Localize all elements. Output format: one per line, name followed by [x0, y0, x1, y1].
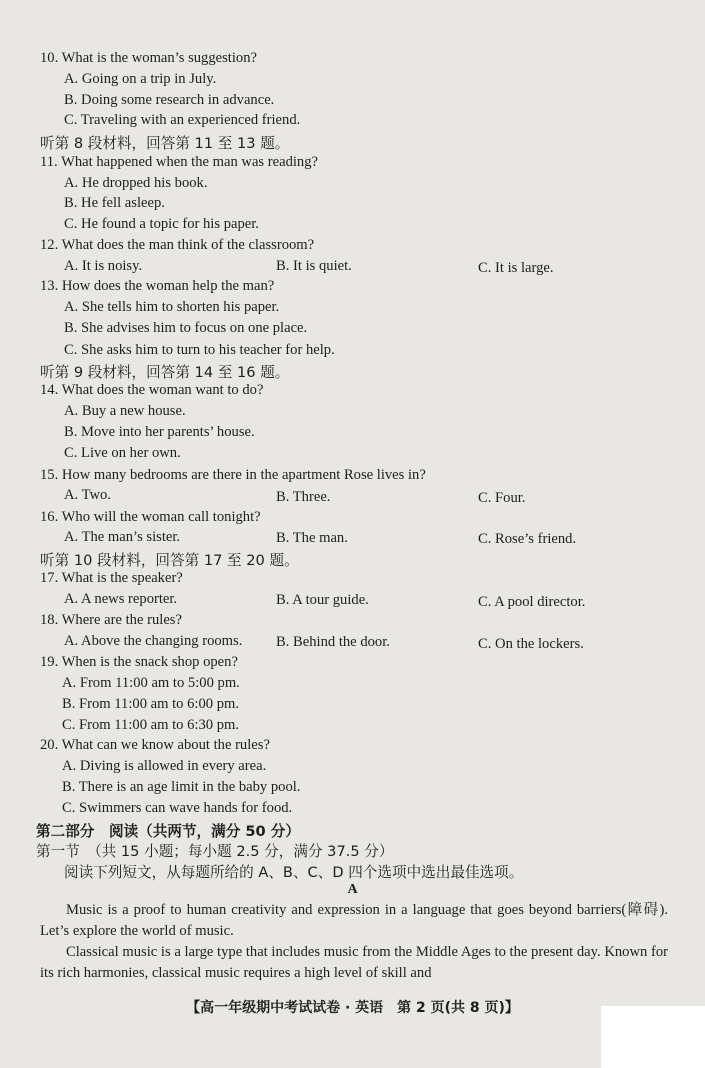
- question-13-option-a: A. She tells him to shorten his paper.: [64, 299, 280, 315]
- question-19-stem: 19. When is the snack shop open?: [40, 654, 238, 670]
- question-16-option-c: C. Rose’s friend.: [478, 531, 577, 547]
- question-18-option-a: A. Above the changing rooms.: [64, 633, 243, 649]
- question-11-option-a: A. He dropped his book.: [64, 175, 208, 191]
- question-10-option-a: A. Going on a trip in July.: [64, 71, 217, 87]
- question-17-option-a: A. A news reporter.: [64, 591, 178, 607]
- reading-instruction: 阅读下列短文，从每题所给的 A、B、C、D 四个选项中选出最佳选项。: [64, 864, 524, 881]
- question-20-option-c: C. Swimmers can wave hands for food.: [62, 800, 293, 816]
- question-19-option-b: B. From 11:00 am to 6:00 pm.: [62, 696, 240, 712]
- paragraph-2: Classical music is a large type that includes music from the Middle Ages to the present day. Known for its rich harmonies, classical music requires a high level of skill and: [40, 944, 668, 981]
- part-2-heading: 第二部分 阅读（共两节，满分 50 分）: [36, 823, 300, 840]
- question-11-option-c: C. He found a topic for his paper.: [64, 216, 259, 232]
- question-18-option-b: B. Behind the door.: [276, 634, 390, 650]
- question-12-stem: 12. What does the man think of the classroom?: [40, 237, 315, 253]
- blank-corner-patch: [601, 1006, 705, 1068]
- question-14-stem: 14. What does the woman want to do?: [40, 382, 264, 398]
- listening-instruction-8: 听第 8 段材料，回答第 11 至 13 题。: [40, 135, 290, 152]
- question-14-option-a: A. Buy a new house.: [64, 403, 186, 419]
- question-15-option-a: A. Two.: [64, 487, 111, 503]
- question-12-option-b: B. It is quiet.: [276, 258, 352, 274]
- question-17-option-c: C. A pool director.: [478, 594, 586, 610]
- question-15-option-b: B. Three.: [276, 489, 331, 505]
- question-10-option-b: B. Doing some research in advance.: [64, 92, 275, 108]
- page-footer: 【高一年级期中考试试卷 · 英语 第 2 页(共 8 页)】: [186, 1000, 519, 1016]
- question-12-option-a: A. It is noisy.: [64, 258, 143, 274]
- question-14-option-b: B. Move into her parents’ house.: [64, 424, 255, 440]
- question-13-option-b: B. She advises him to focus on one place.: [64, 320, 308, 336]
- question-19-option-a: A. From 11:00 am to 5:00 pm.: [62, 675, 240, 691]
- passage-label: A: [347, 882, 358, 897]
- passage-a-text: [40, 900, 668, 984]
- listening-instruction-9: 听第 9 段材料，回答第 14 至 16 题。: [40, 364, 290, 381]
- question-15-stem: 15. How many bedrooms are there in the apartment Rose lives in?: [40, 467, 426, 483]
- question-11-stem: 11. What happened when the man was reading?: [40, 154, 318, 170]
- question-17-stem: 17. What is the speaker?: [40, 570, 183, 586]
- question-19-option-c: C. From 11:00 am to 6:30 pm.: [62, 717, 240, 733]
- question-12-option-c: C. It is large.: [478, 260, 554, 276]
- question-16-stem: 16. Who will the woman call tonight?: [40, 509, 261, 525]
- question-13-stem: 13. How does the woman help the man?: [40, 278, 275, 294]
- question-13-option-c: C. She asks him to turn to his teacher for help.: [64, 342, 335, 358]
- section-1-heading: 第一节 （共 15 小题；每小题 2.5 分，满分 37.5 分）: [36, 843, 394, 860]
- question-20-stem: 20. What can we know about the rules?: [40, 737, 270, 753]
- question-17-option-b: B. A tour guide.: [276, 592, 369, 608]
- question-20-option-a: A. Diving is allowed in every area.: [62, 758, 267, 774]
- question-11-option-b: B. He fell asleep.: [64, 195, 165, 211]
- question-10-option-c: C. Traveling with an experienced friend.: [64, 112, 301, 128]
- question-18-option-c: C. On the lockers.: [478, 636, 584, 652]
- listening-instruction-10: 听第 10 段材料，回答第 17 至 20 题。: [40, 552, 299, 569]
- question-14-option-c: C. Live on her own.: [64, 445, 181, 461]
- question-18-stem: 18. Where are the rules?: [40, 612, 182, 628]
- question-20-option-b: B. There is an age limit in the baby pool.: [62, 779, 301, 795]
- question-16-option-b: B. The man.: [276, 530, 348, 546]
- question-15-option-c: C. Four.: [478, 490, 526, 506]
- question-10-stem: 10. What is the woman’s suggestion?: [40, 50, 257, 66]
- paragraph-1: Music is a proof to human creativity and expression in a language that goes beyond barriers(障碍). Let’s explore the world of music.: [40, 902, 668, 939]
- question-16-option-a: A. The man’s sister.: [64, 529, 181, 545]
